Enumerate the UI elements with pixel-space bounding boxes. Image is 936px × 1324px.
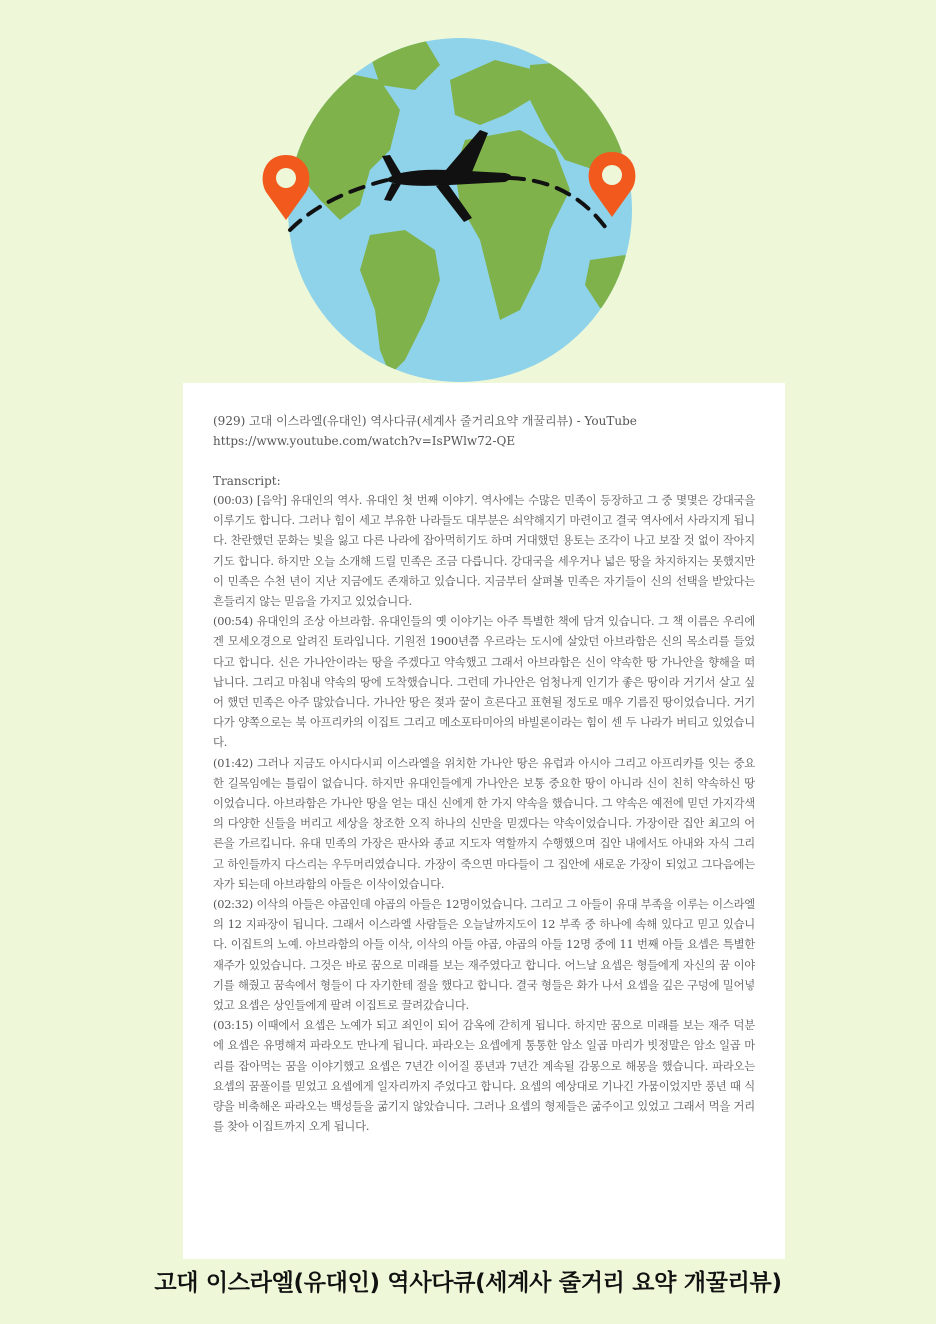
- transcript-paragraph: (03:15) 이때에서 요셉은 노예가 되고 죄인이 되어 감옥에 갇히게 됩니다. 하지만 꿈으로 미래를 보는 재주 덕분에 요셉은 유명해져 파라오도 만나게 됩니다. 파라오는 요셉에게 통통한 암소 일곱 마리가 빗정말은 암소 일곱 마리를 잡아먹는 꿈을 이야기했고 요셉은 7년간 이어질 풍년과 7년간 계속될 감몽으로 해몽을 했습니다. 파라오는 요셉의 꿈풀이를 믿었고 요셉에게 일자리까지 주었다고 합니다. 요셉의 예상대로 기나긴 가뭄이었지만 풍년 때 식량을 비축해온 파라오는 백성들을 굶기지 않았습니다. 그러나 요셉의 형제들은 굶주이고 있었고 그래서 먹을 거리를 찾아 이집트까지 오게 됩니다.: [213, 1019, 755, 1134]
- globe-airplane-illustration: [250, 30, 670, 390]
- document-url: https://www.youtube.com/watch?v=IsPWlw72-QE: [213, 434, 516, 448]
- transcript-label: Transcript:: [213, 474, 281, 488]
- transcript-paragraph: (01:42) 그러나 지금도 아시다시피 이스라엘을 위치한 가나안 땅은 유럽과 아시아 그리고 아프리카를 잇는 중요한 길목임에는 틀림이 없습니다. 하지만 유대인들에게 가나안은 보통 중요한 땅이 아니라 신이 친히 약속하신 땅이었습니다. 아브라함은 가나안 땅을 얻는 대신 신에게 한 가지 약속을 했습니다. 그 약속은 예전에 믿던 가지각색의 다양한 신들을 버리고 세상을 창조한 오직 하나의 신만을 믿겠다는 약속이었습니다. 가장이란 집안 최고의 어른을 가르킵니다. 유대 민족의 가장은 판사와 종교 지도자 역할까지 수행했으며 집안 내에서도 아내와 자식 그리고 하인들까지 다스리는 우두머리였습니다. 가장이 죽으면 마다들이 그 집안에 새로운 가장이 되었고 그다음에는자가 되는데 아브라함의 아들은 이삭이었습니다.: [213, 756, 755, 891]
- document-header-line: (929) 고대 이스라엘(유대인) 역사다큐(세계사 줄거리요약 개꿀리뷰) - YouTube: [213, 414, 637, 428]
- transcript-paragraph: (02:32) 이삭의 아들은 야곱인데 야곱의 아들은 12명이었습니다. 그리고 그 아들이 유대 부족을 이루는 이스라엘의 12 지파장이 됩니다. 그래서 이스라엘 사람들은 오늘날까지도이 12 부족 중 하나에 속해 있다고 믿고 있습니다. 이집트의 노예. 아브라함의 아들 이삭, 이삭의 아들 야곱, 야곱의 아들 12명 중에 11 번째 아들 요셉은 특별한 재주가 있었습니다. 그것은 바로 꿈으로 미래를 보는 재주였다고 합니다. 어느날 요셉은 형들에게 자신의 꿈 이야기를 해줬고 꿈속에서 형들이 다 자기한테 절을 했다고 합니다. 결국 형들은 화가 나서 요셉을 깊은 구덩에 밀어넣었고 요셉은 상인들에게 팔려 이집트로 끌려갔습니다.: [213, 898, 755, 1013]
- transcript-document: [183, 383, 785, 1259]
- footer-title: 고대 이스라엘(유대인) 역사다큐(세계사 줄거리 요약 개꿀리뷰): [154, 1270, 782, 1296]
- transcript-paragraph: (00:54) 유대인의 조상 아브라함. 유대인들의 옛 이야기는 아주 특별한 책에 담겨 있습니다. 그 책 이름은 우리에겐 모세오경으로 알려진 토라입니다. 기원전 1900년쯤 우르라는 도시에 살았던 아브라함은 신의 목소리를 들었다고 합니다. 신은 가나안이라는 땅을 주겠다고 약속했고 그래서 아브라함은 신이 약속한 땅 가나안을 향해을 떠납니다. 그리고 마침내 약속의 땅에 도착했습니다. 그런데 가나안은 엄청나게 인기가 좋은 땅이라 거기서 살고 싶어 했던 민족은 아주 많았습니다. 가나안 땅은 젖과 꿀이 흐른다고 표현될 정도로 매우 기름진 땅이었습니다. 거기다가 양쪽으로는 북 아프리카의 이집트 그리고 메소포타미아의 바빌론이라는 힘이 센 두 나라가 버티고 있었습니다.: [213, 615, 755, 750]
- transcript-paragraph: (00:03) [음악] 유대인의 역사. 유대인 첫 번째 이야기. 역사에는 수많은 민족이 등장하고 그 중 몇몇은 강대국을 이루기도 합니다. 그러나 힘이 세고 부유한 나라들도 대부분은 쇠약해지기 마련이고 결국 역사에서 사라지게 됩니다. 찬란했던 문화는 빛을 잃고 다른 나라에 잡아먹히기도 하며 거대했던 용토는 조각이 나고 보잘 것 없이 작아지기도 합니다. 하지만 오늘 소개해 드릴 민족은 조금 다릅니다. 강대국을 세우거나 넓은 땅을 차지하지는 못했지만이 민족은 수천 년이 지난 지금에도 존재하고 있습니다. 지금부터 살펴볼 민족은 자기들이 신의 선택을 받았다는 흔들리지 않는 믿음을 가지고 있었습니다.: [213, 494, 755, 609]
